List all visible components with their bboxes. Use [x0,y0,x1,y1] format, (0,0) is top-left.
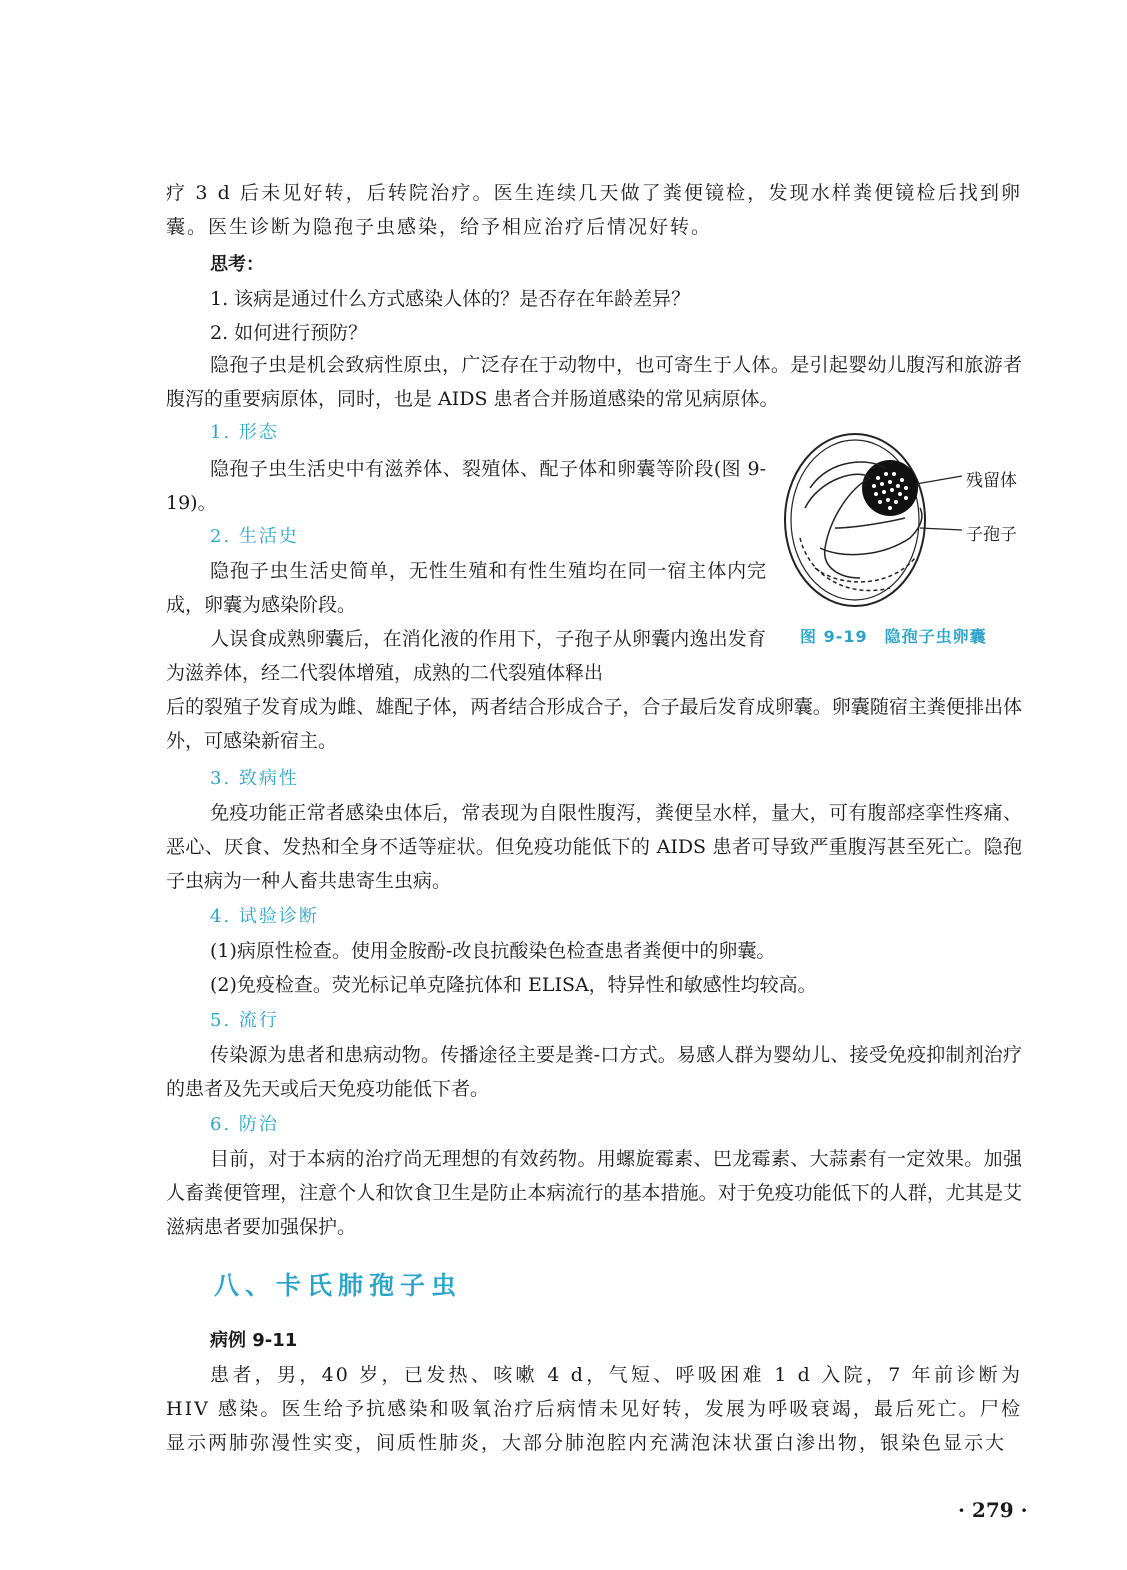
think-question-2: 2. 如何进行预防？ [210,322,368,344]
diagnosis-item-2: (2)免疫检查。荧光标记单克隆抗体和 ELISA，特异性和敏感性均较高。 [210,974,817,996]
label-residual-body: 残留体 [966,471,1017,491]
think-question-1: 1. 该病是通过什么方式感染人体的？是否存在年龄差异？ [210,288,691,310]
morphology-text: 隐孢子虫生活史中有滋养体、裂殖体、配子体和卵囊等阶段(图 9-19)。 [166,458,766,514]
heading-epidemiology: 5. 流行 [210,1010,279,1031]
intro-paragraph: 隐孢子虫是机会致病性原虫，广泛存在于动物中，也可寄生于人体。是引起婴幼儿腹泻和旅游者腹泻的重要病原体，同时，也是 AIDS 患者合并肠道感染的常见病原体。 [166,354,1022,410]
heading-morphology: 1. 形态 [210,422,279,443]
heading-life-cycle: 2. 生活史 [210,526,299,547]
think-title: 思考： [210,254,264,275]
page-number: · 279 · [958,1498,1028,1522]
case-text: 患者，男，40 岁，已发热、咳嗽 4 d，气短、呼吸困难 1 d 入院，7 年前诊断为 HIV 感染。医生给予抗感染和吸氧治疗后病情未见好转，发展为呼吸衰竭，最后死亡。尸检显示两肺弥漫性实变，间质性肺炎，大部分肺泡腔内充满泡沫状蛋白渗出物，银染色显示大 [166,1364,1022,1454]
pathogenicity-text: 免疫功能正常者感染虫体后，常表现为自限性腹泻，粪便呈水样，量大，可有腹部痉挛性疼痛、恶心、厌食、发热和全身不适等症状。但免疫功能低下的 AIDS 患者可导致严重腹泻甚至死亡。隐孢子虫病为一种人畜共患寄生虫病。 [166,802,1022,892]
epidemiology-text: 传染源为患者和患病动物。传播途径主要是粪-口方式。易感人群为婴幼儿、接受免疫抑制剂治疗的患者及先天或后天免疫功能低下者。 [166,1044,1022,1100]
case-continuation-text: 疗 3 d 后未见好转，后转院治疗。医生连续几天做了粪便镜检，发现水样粪便镜检后找到卵囊。医生诊断为隐孢子虫感染，给予相应治疗后情况好转。 [166,182,1022,238]
heading-control: 6. 防治 [210,1114,279,1135]
oocyst-illustration [780,428,1080,618]
label-sporozoite: 子孢子 [966,525,1017,545]
heading-diagnosis: 4. 试验诊断 [210,906,319,927]
life-cycle-text-1: 隐孢子虫生活史简单，无性生殖和有性生殖均在同一宿主体内完成，卵囊为感染阶段。 [166,560,766,616]
section-title-pneumocystis: 八、卡氏肺孢子虫 [214,1271,463,1300]
control-text: 目前，对于本病的治疗尚无理想的有效药物。用螺旋霉素、巴龙霉素、大蒜素有一定效果。加强人畜粪便管理，注意个人和饮食卫生是防止本病流行的基本措施。对于免疫功能低下的人群，尤其是艾滋病患者要加强保护。 [166,1148,1022,1238]
figure-caption: 图 9-19 隐孢子虫卵囊 [800,627,987,646]
case-title: 病例 9-11 [210,1330,298,1351]
life-cycle-text-2a: 人误食成熟卵囊后，在消化液的作用下，子孢子从卵囊内逸出发育为滋养体，经二代裂体增殖，成熟的二代裂殖体释出 [166,628,766,684]
heading-pathogenicity: 3. 致病性 [210,768,299,789]
diagnosis-item-1: (1)病原性检查。使用金胺酚-改良抗酸染色检查患者粪便中的卵囊。 [210,940,776,962]
life-cycle-text-2b: 后的裂殖子发育成为雌、雄配子体，两者结合形成合子，合子最后发育成卵囊。卵囊随宿主粪便排出体外，可感染新宿主。 [166,696,1022,752]
